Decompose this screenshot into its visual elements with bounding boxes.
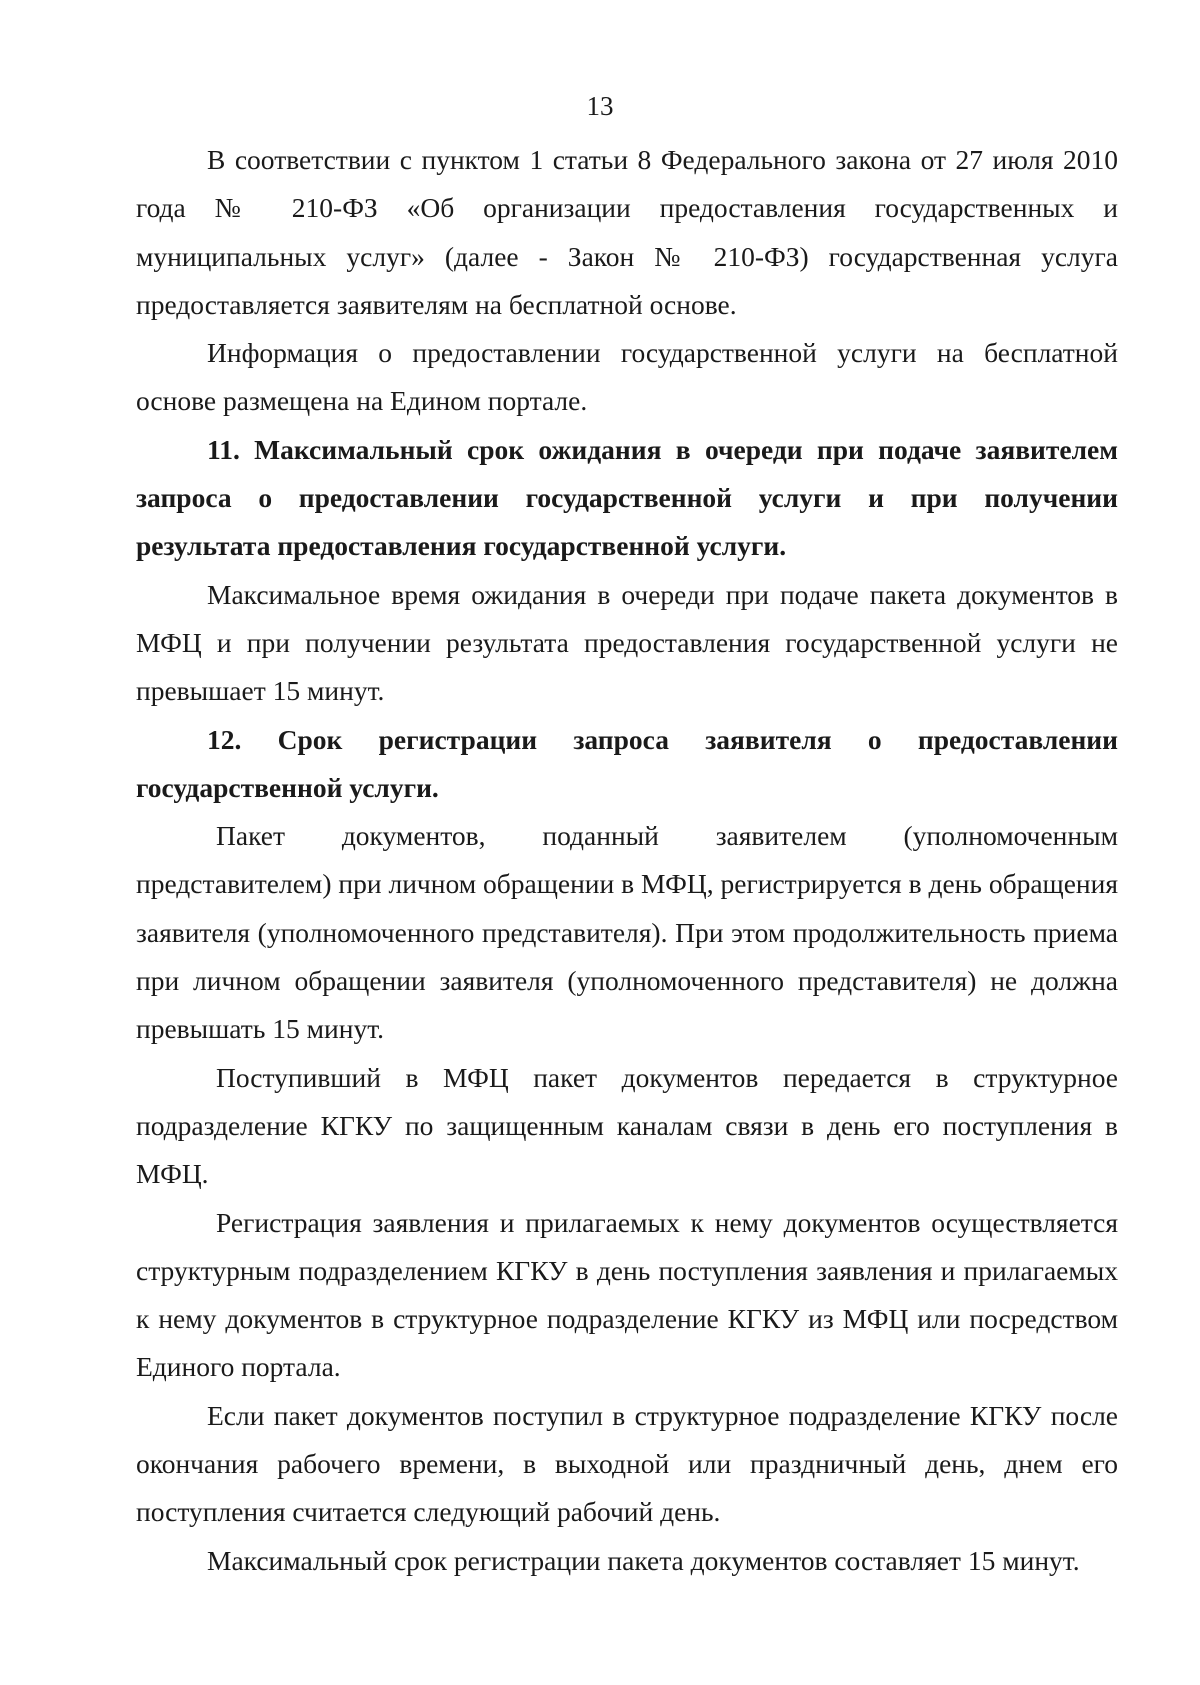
- paragraph-after-hours: Если пакет документов поступил в структурное подразделение КГКУ после окончания рабочего времени, в выходной или праздничный день, днем его поступления считается следующий рабочий день.: [136, 1399, 1118, 1528]
- paragraph-free-of-charge: В соответствии с пунктом 1 статьи 8 Федерального закона от 27 июля 2010 года № 210-ФЗ «Об организации предоставления государственных и муниципальных услуг» (далее - Закон № 210-ФЗ) государственная услуга предоставляется заявителям на бесплатной основе.: [136, 144, 1118, 320]
- paragraph-queue-time: Максимальное время ожидания в очереди при подаче пакета документов в МФЦ и при получении результата предоставления государственной услуги не превышает 15 минут.: [136, 578, 1118, 707]
- paragraph-registration-mfc: Пакет документов, поданный заявителем (уполномоченным представителем) при личном обращении в МФЦ, регистрируется в день обращения заявителя (уполномоченного представителя). При этом продолжительность приема при личном обращении заявителя (уполномоченного представителя) не должна превышать 15 минут.: [136, 820, 1118, 1045]
- paragraph-max-registration: Максимальный срок регистрации пакета документов составляет 15 минут.: [207, 1544, 1080, 1576]
- paragraph-portal-info: Информация о предоставлении государственной услуги на бесплатной основе размещена на Едином портале.: [136, 337, 1118, 417]
- paragraph-registration-kgku: Регистрация заявления и прилагаемых к нему документов осуществляется структурным подразделением КГКУ в день поступления заявления и прилагаемых к нему документов в структурное подразделение КГКУ из МФЦ или посредством Единого портала.: [136, 1206, 1118, 1383]
- section-heading-11: 11. Максимальный срок ожидания в очереди при подаче заявителем запроса о предоставлении государственной услуги и при получении результата предоставления государственной услуги.: [136, 433, 1118, 562]
- page-number: 13: [586, 91, 614, 121]
- document-body: [136, 136, 1118, 1585]
- section-heading-12: 12. Срок регистрации запроса заявителя о предоставлении государственной услуги.: [136, 723, 1118, 803]
- paragraph-transfer-kgku: Поступивший в МФЦ пакет документов передается в структурное подразделение КГКУ по защищенным каналам связи в день его поступления в МФЦ.: [136, 1061, 1118, 1190]
